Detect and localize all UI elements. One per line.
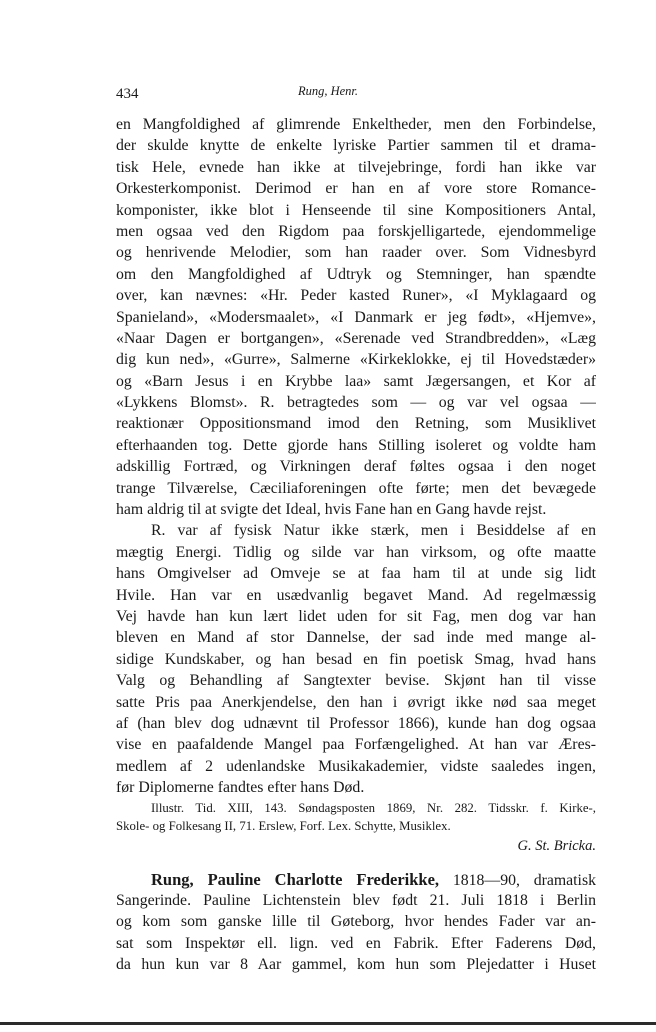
text-line: «Lykkens Blomst». R. betragtedes som — og var vel ogsaa —: [116, 394, 596, 412]
entry-name: Rung, Pauline Charlotte Frederikke,: [151, 869, 440, 889]
author-signature: G. St. Bricka.: [517, 837, 596, 854]
references: [116, 799, 596, 835]
text-line: sidige Kundskaber, og han besad en fin poetisk Smag, hvad hans: [116, 650, 596, 668]
text-line: Valg og Behandling af Sangtexter bevise. Skjønt han til visse: [116, 672, 596, 690]
entry-dates: 1818—90, dramatisk: [439, 871, 596, 889]
reference-line: Illustr. Tid. XIII, 143. Søndagsposten 1869, Nr. 282. Tidsskr. f. Kirke-,: [151, 800, 596, 815]
text-line: en Mangfoldighed af glimrende Enkeltheder, men den Forbindelse,: [116, 116, 596, 133]
text-line: og «Barn Jesus i en Krybbe laa» samt Jægersangen, et Kor af: [116, 372, 596, 390]
page-number: 434: [116, 86, 139, 102]
text-line: efterhaanden tog. Dette gjorde hans Stilling isoleret og voldte ham: [116, 436, 596, 454]
text-line: satte Pris paa Anerkjendelse, den han i øvrigt ikke nød saa meget: [116, 693, 596, 711]
text-line: hans Omgivelser ad Omveje se at faa ham til at unde sig lidt: [116, 565, 596, 583]
text-line: komponister, ikke blot i Henseende til sine Kompositioners Antal,: [116, 201, 596, 219]
text-line: bleven en Mand af stor Dannelse, der sad inde med mange al-: [116, 629, 596, 647]
text-line: «Naar Dagen er bortgangen», «Serenade ved Strandbredden», «Læg: [116, 329, 596, 347]
text-line: før Diplomerne fandtes efter hans Død.: [116, 779, 365, 797]
entry-pauline-rung: [116, 869, 596, 976]
text-line: af (han blev dog udnævnt til Professor 1866), kunde han dog ogsaa: [116, 714, 596, 732]
text-line: men ogsaa ved den Rigdom paa forskjelligartede, ejendommelige: [116, 222, 596, 240]
text-line: trange Tilværelse, Cæciliaforeningen ofte førte; men det bevægede: [116, 479, 596, 497]
text-line: da hun kun var 8 Aar gammel, kom hun som Plejedatter i Huset: [116, 956, 596, 974]
text-line: mægtig Energi. Tidlig og silde var han virksom, og ofte maatte: [116, 543, 596, 561]
text-line: der skulde knytte de enkelte lyriske Partier sammen til et drama-: [116, 137, 596, 155]
text-line: R. var af fysisk Natur ikke stærk, men i Besiddelse af en: [151, 522, 596, 540]
text-line: sat som Inspektør ell. lign. ved en Fabrik. Efter Faderens Død,: [116, 934, 596, 952]
paragraph-1: [116, 114, 596, 520]
text-line: og kom som ganske lille til Gøteborg, hvor hendes Fader var an-: [116, 913, 596, 931]
text-line: tisk Hele, evnede han ikke at tilvejebringe, fordi han ikke var: [116, 158, 596, 176]
text-line: Spanieland», «Modersmaalet», «I Danmark er jeg født», «Hjemve»,: [116, 308, 596, 326]
text-line: Orkesterkomponist. Derimod er han en af vore store Romance-: [116, 180, 596, 198]
text-line: medlem af 2 udenlandske Musikakademier, vidste saaledes ingen,: [116, 757, 596, 775]
text-line: over, kan nævnes: «Hr. Peder kasted Runer», «I Myklagaard og: [116, 287, 596, 305]
text-line: reaktionær Oppositionsmand imod den Retning, som Musiklivet: [116, 415, 596, 433]
scan-bottom-edge: [0, 1022, 656, 1025]
running-head: Rung, Henr.: [297, 84, 359, 98]
text-line: og henrivende Melodier, som han raader over. Som Vidnesbyrd: [116, 244, 596, 262]
text-line: dig kun ned», «Gurre», Salmerne «Kirkeklokke, ej til Hovedstæder»: [116, 351, 596, 369]
text-line: ham aldrig til at svigte det Ideal, hvis Fane han en Gang havde rejst.: [116, 501, 547, 519]
text-line: adskillig Fortræd, og Virkningen deraf føltes ogsaa i den noget: [116, 458, 596, 476]
reference-line: Skole- og Folkesang II, 71. Erslew, Forf. Lex. Schytte, Musiklex.: [116, 818, 451, 833]
text-line: vise en paafaldende Mangel paa Forfængelighed. At han var Æres-: [116, 736, 596, 754]
paragraph-2: [116, 520, 596, 798]
text-line: Vej havde han kun lært lidet uden for sit Fag, men dog var han: [116, 607, 596, 625]
text-line: om den Mangfoldighed af Udtryk og Stemninger, han spændte: [116, 265, 596, 283]
text-line: Sangerinde. Pauline Lichtenstein blev født 21. Juli 1818 i Berlin: [116, 891, 596, 909]
entry-first-line: [116, 869, 596, 890]
text-line: Hvile. Han var en usædvanlig begavet Mand. Ad regelmæssig: [116, 586, 596, 604]
article-body: [116, 114, 596, 975]
